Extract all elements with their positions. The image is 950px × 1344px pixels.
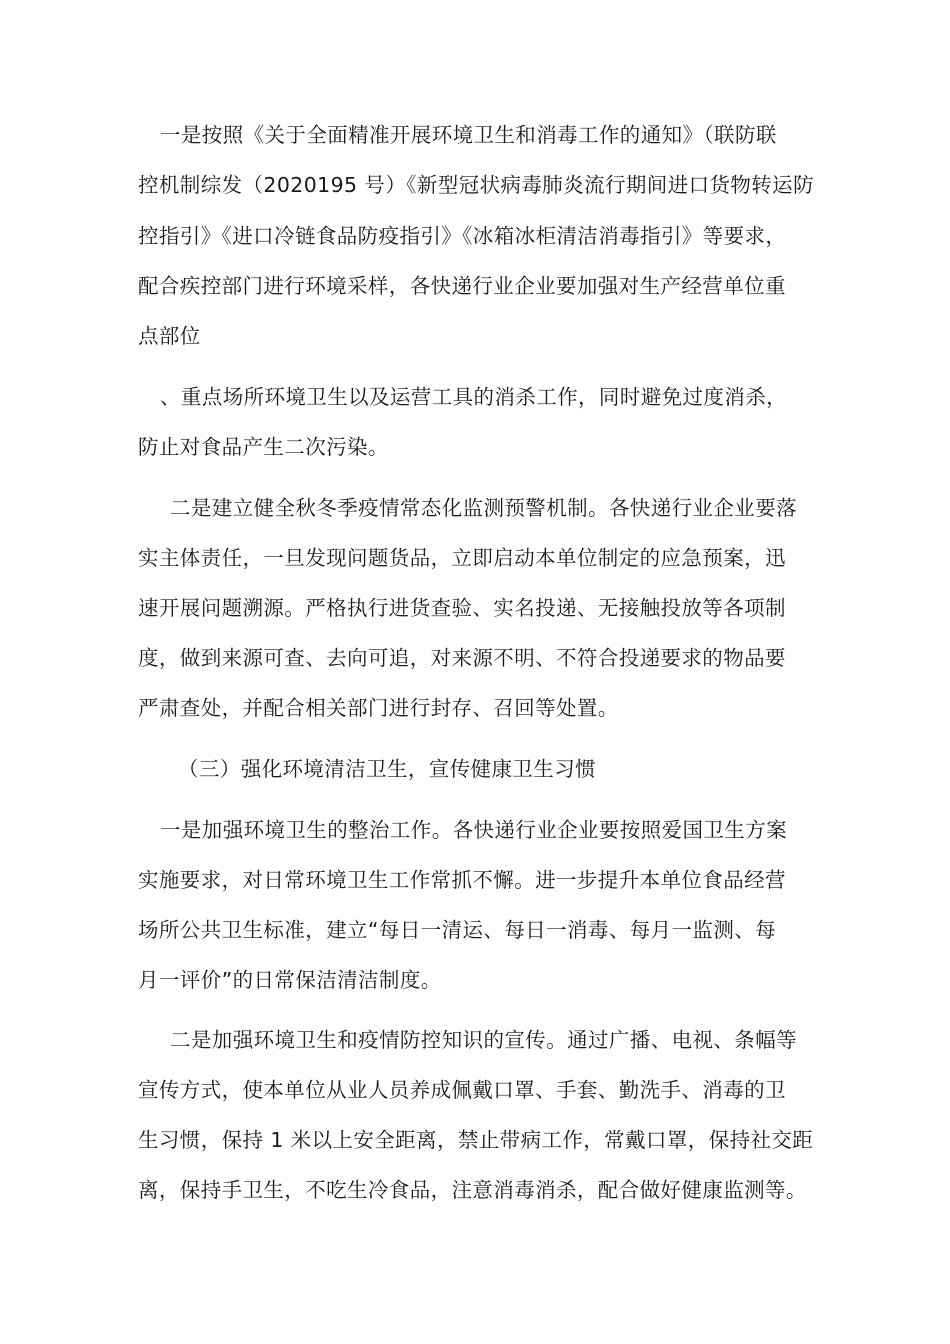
paragraph-1-line-2: 控机制综发（2020195 号）《新型冠状病毒肺炎流行期间进口货物转运防 (138, 173, 814, 197)
paragraph-2-line-2: 防止对食品产生二次污染。 (138, 435, 389, 459)
paragraph-1-line-5: 点部位 (138, 324, 201, 348)
paragraph-6-line-2: 宣传方式，使本单位从业人员养成佩戴口罩、手套、勤洗手、消毒的卫 (138, 1078, 786, 1102)
paragraph-3-line-1: 二是建立健全秋冬季疫情常态化监测预警机制。各快递行业企业要落 (170, 496, 797, 520)
section-heading: （三）强化环境清洁卫生，宣传健康卫生习惯 (178, 757, 596, 781)
paragraph-6-line-3: 生习惯，保持 1 米以上安全距离，禁止带病工作，常戴口罩，保持社交距 (138, 1128, 814, 1152)
paragraph-5-line-3: 场所公共卫生标准，建立“每日一清运、每日一消毒、每月一监测、每 (138, 918, 777, 942)
paragraph-5-line-4: 月一评价”的日常保洁清洁制度。 (138, 968, 442, 992)
paragraph-3-line-4: 度，做到来源可查、去向可追，对来源不明、不符合投递要求的物品要 (138, 646, 786, 670)
paragraph-5-line-2: 实施要求，对日常环境卫生工作常抓不懈。进一步提升本单位食品经营 (138, 868, 786, 892)
paragraph-3-line-5: 严肃查处，并配合相关部门进行封存、召回等处置。 (138, 696, 619, 720)
paragraph-1-line-3: 控指引》《进口冷链食品防疫指引》《冰箱冰柜清洁消毒指引》等要求， (138, 224, 787, 248)
paragraph-6-line-1: 二是加强环境卫生和疫情防控知识的宣传。通过广播、电视、条幅等 (170, 1028, 797, 1052)
paragraph-3-line-3: 速开展问题溯源。严格执行进货查验、实名投递、无接触投放等各项制 (138, 596, 786, 620)
paragraph-5-line-1: 一是加强环境卫生的整治工作。各快递行业企业要按照爱国卫生方案 (160, 818, 787, 842)
paragraph-2-line-1: 、重点场所环境卫生以及运营工具的消杀工作，同时避免过度消杀， (160, 385, 787, 409)
paragraph-6-line-4: 离，保持手卫生，不吃生冷食品，注意消毒消杀，配合做好健康监测等。 (138, 1178, 807, 1202)
paragraph-3-line-2: 实主体责任，一旦发现问题货品，立即启动本单位制定的应急预案，迅 (138, 546, 786, 570)
paragraph-1-line-4: 配合疾控部门进行环境采样，各快递行业企业要加强对生产经营单位重 (138, 274, 786, 298)
paragraph-1-line-1: 一是按照《关于全面精准开展环境卫生和消毒工作的通知》（联防联 (160, 123, 777, 147)
